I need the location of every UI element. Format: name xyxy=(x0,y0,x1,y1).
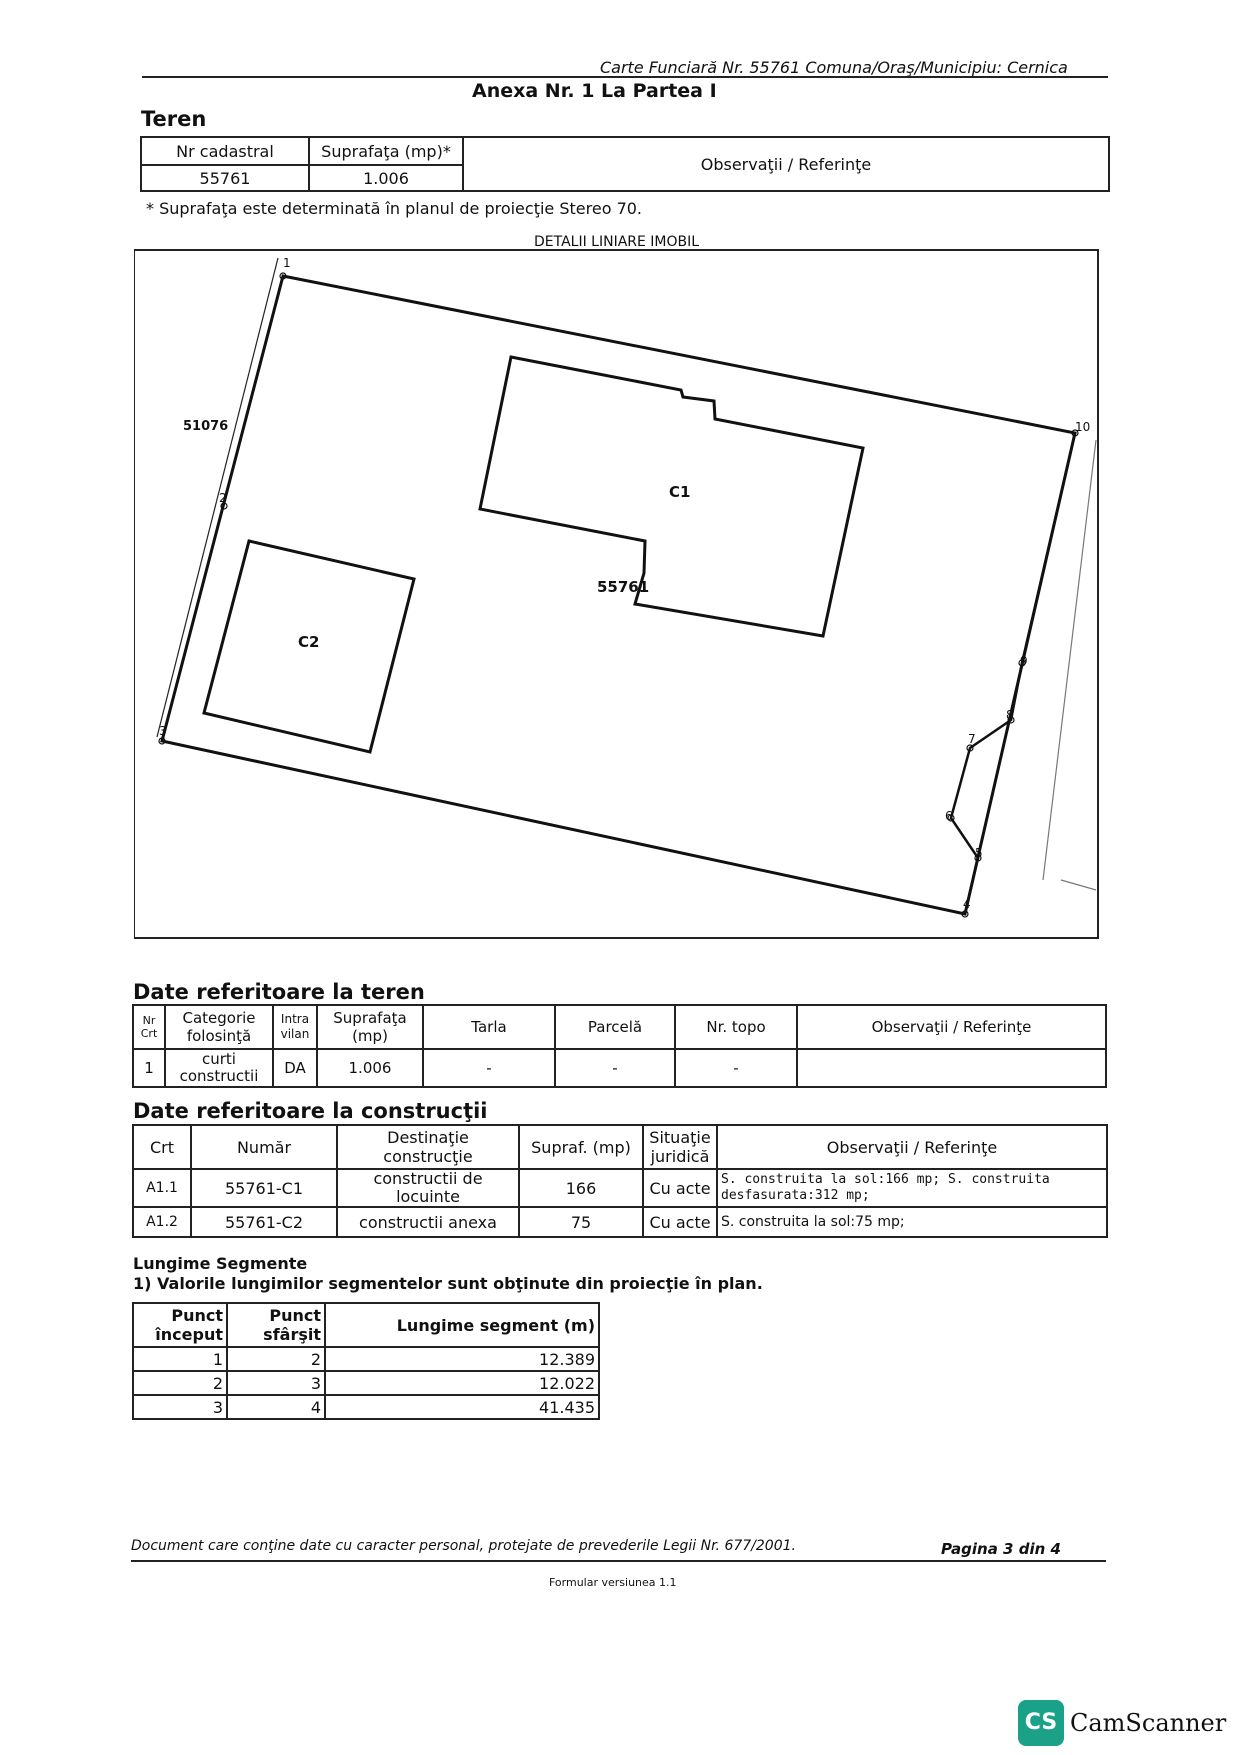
segmente-cell-lungime: 41.435 xyxy=(325,1395,599,1419)
constructii-col-crt: Crt xyxy=(133,1125,191,1169)
teren-col-categorie: Categorie folosinţă xyxy=(165,1005,273,1049)
constructii-col-numar: Număr xyxy=(191,1125,337,1169)
segmente-col-punct-sfarsit: Punct sfârşit xyxy=(227,1303,325,1347)
constructii-cell-supraf: 166 xyxy=(519,1169,643,1207)
segmente-cell-sfarsit: 3 xyxy=(227,1371,325,1395)
plan-title: DETALII LINIARE IMOBIL xyxy=(534,234,700,250)
plan-point-5: 5 xyxy=(975,846,983,860)
constructii-cell-supraf: 75 xyxy=(519,1207,643,1237)
segmente-cell-sfarsit: 4 xyxy=(227,1395,325,1419)
date-teren-table xyxy=(132,1004,1107,1088)
plan-point-8: 8 xyxy=(1006,708,1014,722)
segmente-cell-lungime: 12.389 xyxy=(325,1347,599,1371)
plan-point-4: 4 xyxy=(963,897,971,911)
table-row xyxy=(133,1347,599,1371)
constructii-cell-numar: 55761-C1 xyxy=(191,1169,337,1207)
teren-col-tarla: Tarla xyxy=(423,1005,555,1049)
parcel-east-boundary xyxy=(951,433,1075,914)
table-row xyxy=(133,1395,599,1419)
teren-title: Teren xyxy=(141,107,207,131)
footer-disclaimer: Document care conţine date cu caracter personal, protejate de prevederile Legii Nr. 677/2001. xyxy=(131,1538,796,1554)
constructii-cell-situatie: Cu acte xyxy=(643,1169,717,1207)
footer-page-number: Pagina 3 din 4 xyxy=(941,1540,1061,1558)
teren-col-suprafata: Suprafaţa (mp)* xyxy=(309,137,463,165)
teren-cell-categorie: curti constructii xyxy=(165,1049,273,1087)
neighbor-51076-label: 51076 xyxy=(183,419,229,434)
building-c1-label: C1 xyxy=(669,483,691,501)
teren-cell-suprafata: 1.006 xyxy=(317,1049,423,1087)
table-row xyxy=(133,1371,599,1395)
constructii-col-observatii: Observaţii / Referinţe xyxy=(717,1125,1107,1169)
teren-col-observatii: Observaţii / Referinţe xyxy=(463,137,1109,191)
segmente-subtitle: 1) Valorile lungimilor segmentelor sunt obţinute din proiecţie în plan. xyxy=(133,1274,763,1293)
constructii-cell-crt: A1.2 xyxy=(133,1207,191,1237)
segmente-table xyxy=(132,1302,600,1420)
plan-point-6: 6 xyxy=(945,809,953,823)
header-rule xyxy=(142,76,1108,78)
plan-point-7: 7 xyxy=(968,732,976,746)
constructii-col-destinatie: Destinaţie construcţie xyxy=(337,1125,519,1169)
neighbor-se-boundary xyxy=(1061,880,1096,890)
segmente-cell-inceput: 2 xyxy=(133,1371,227,1395)
segmente-cell-inceput: 1 xyxy=(133,1347,227,1371)
plan-point-3: 3 xyxy=(159,724,167,738)
footer-rule xyxy=(131,1560,1106,1562)
camscanner-watermark-text: CamScanner xyxy=(1070,1709,1227,1737)
constructii-col-supraf: Supraf. (mp) xyxy=(519,1125,643,1169)
teren-cell-nr-topo: - xyxy=(675,1049,797,1087)
teren-col-nr-crt: Nr Crt xyxy=(133,1005,165,1049)
teren-cell-parcela: - xyxy=(555,1049,675,1087)
anexa-title: Anexa Nr. 1 La Partea I xyxy=(472,80,717,102)
constructii-col-situatie: Situaţie juridică xyxy=(643,1125,717,1169)
teren-col-parcela: Parcelă xyxy=(555,1005,675,1049)
segmente-cell-sfarsit: 2 xyxy=(227,1347,325,1371)
segmente-col-lungime: Lungime segment (m) xyxy=(325,1303,599,1347)
constructii-cell-crt: A1.1 xyxy=(133,1169,191,1207)
constructii-cell-destinatie: constructii de locuinte xyxy=(337,1169,519,1207)
plan-point-1: 1 xyxy=(283,256,291,270)
constructii-cell-observatii: S. construita la sol:166 mp; S. construita desfasurata:312 mp; xyxy=(717,1169,1107,1207)
camscanner-logo-icon: CS xyxy=(1018,1700,1064,1746)
teren-col-suprafata: Suprafaţa (mp) xyxy=(317,1005,423,1049)
teren-cell-tarla: - xyxy=(423,1049,555,1087)
segmente-col-punct-inceput: Punct început xyxy=(133,1303,227,1347)
table-row xyxy=(133,1169,1107,1207)
segmente-title: Lungime Segmente xyxy=(133,1254,308,1273)
teren-footnote: * Suprafaţa este determinată în planul de proiecţie Stereo 70. xyxy=(146,199,643,218)
teren-col-nr-topo: Nr. topo xyxy=(675,1005,797,1049)
constructii-cell-observatii: S. construita la sol:75 mp; xyxy=(717,1207,1107,1237)
teren-cell-nr-cadastral: 55761 xyxy=(141,165,309,191)
constructii-cell-situatie: Cu acte xyxy=(643,1207,717,1237)
plan-point-10: 10 xyxy=(1075,420,1091,434)
parcel-55761-label: 55761 xyxy=(597,578,650,596)
segmente-cell-lungime: 12.022 xyxy=(325,1371,599,1395)
constructii-cell-numar: 55761-C2 xyxy=(191,1207,337,1237)
table-row xyxy=(133,1207,1107,1237)
date-teren-title: Date referitoare la teren xyxy=(133,980,425,1004)
teren-col-observatii: Observaţii / Referinţe xyxy=(797,1005,1106,1049)
plan-point-2: 2 xyxy=(219,491,227,505)
carte-funciara-header: Carte Funciară Nr. 55761 Comuna/Oraş/Municipiu: Cernica xyxy=(600,58,1068,77)
footer-formular: Formular versiunea 1.1 xyxy=(549,1576,677,1589)
teren-cell-nr-crt: 1 xyxy=(133,1049,165,1087)
plan-drawing xyxy=(134,248,1111,952)
building-c2-label: C2 xyxy=(298,633,320,651)
teren-cell-intravilan: DA xyxy=(273,1049,317,1087)
constructii-cell-destinatie: constructii anexa xyxy=(337,1207,519,1237)
date-constructii-title: Date referitoare la construcţii xyxy=(133,1099,488,1123)
teren-cell-observatii xyxy=(797,1049,1106,1087)
segmente-cell-inceput: 3 xyxy=(133,1395,227,1419)
teren-col-intravilan: Intra vilan xyxy=(273,1005,317,1049)
date-constructii-table xyxy=(132,1124,1108,1238)
teren-table xyxy=(140,136,1110,192)
teren-col-nr-cadastral: Nr cadastral xyxy=(141,137,309,165)
teren-cell-suprafata: 1.006 xyxy=(309,165,463,191)
plan-point-9: 9 xyxy=(1020,654,1028,668)
neighbor-east-boundary xyxy=(1043,440,1096,880)
